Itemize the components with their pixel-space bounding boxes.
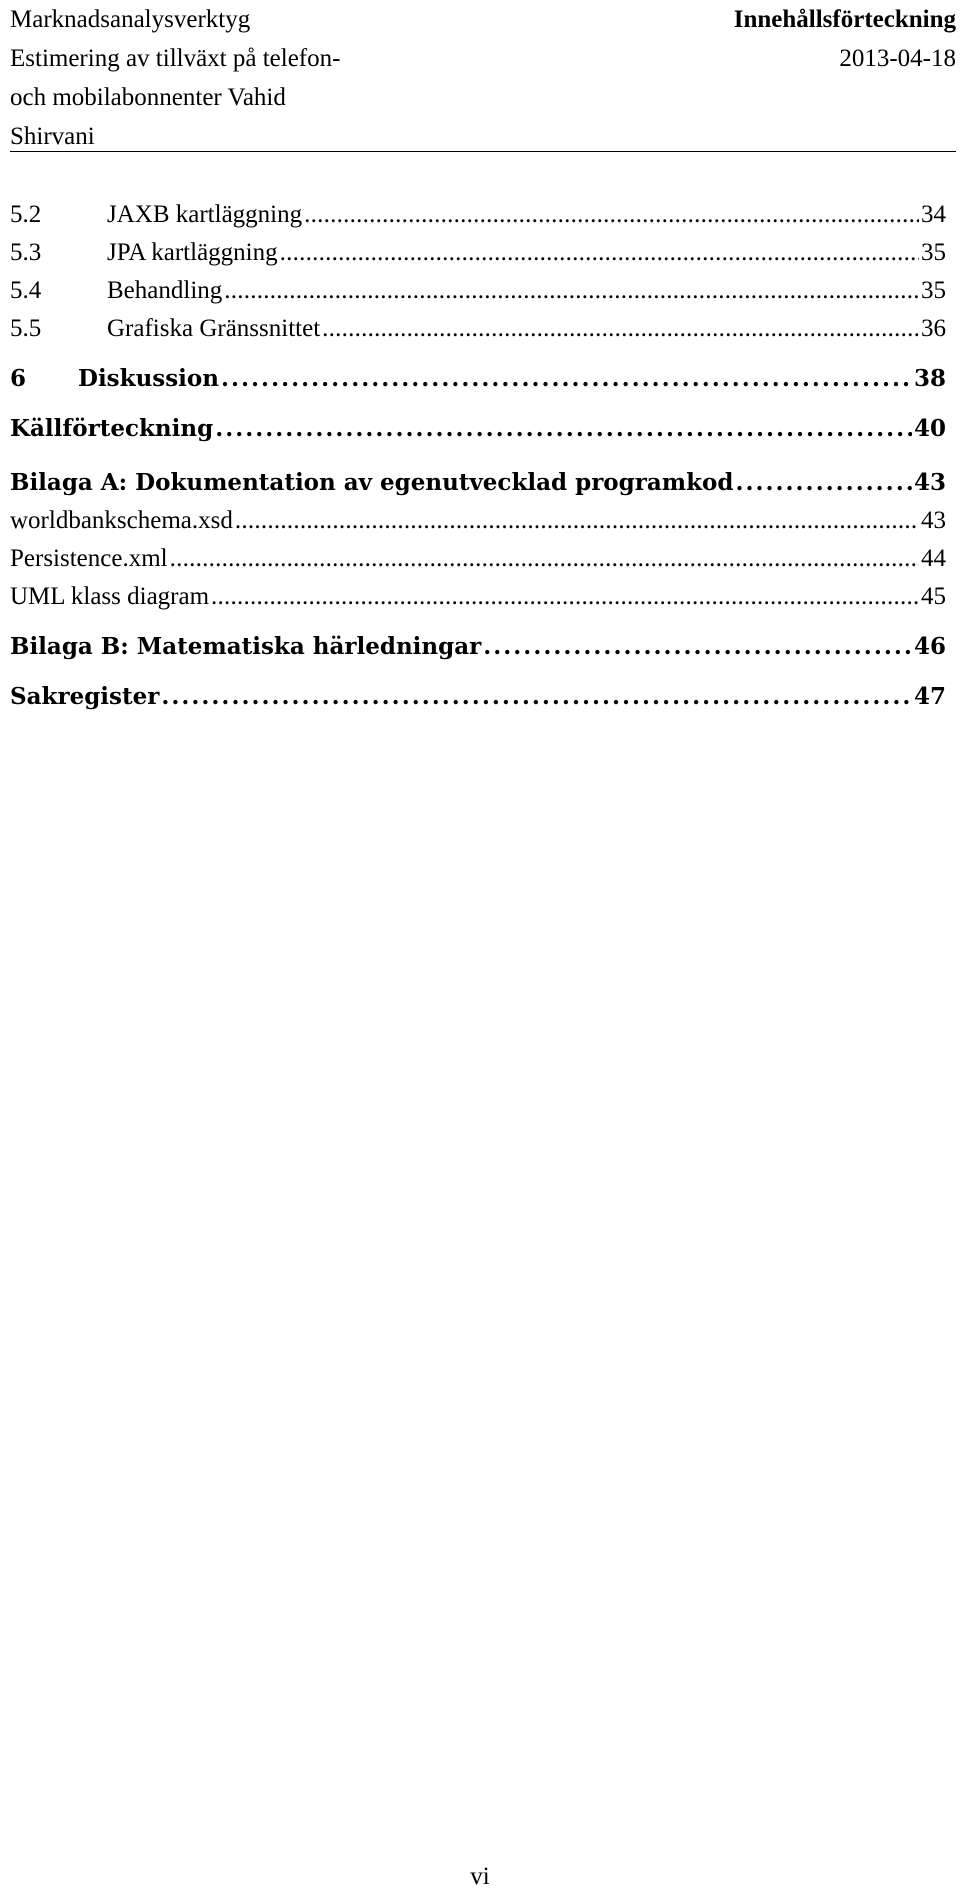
toc-entry-title: JPA kartläggning xyxy=(107,239,278,266)
toc-entry-title: Bilaga A: Dokumentation av egenutvecklad programkod xyxy=(10,469,734,496)
toc-entry-title: worldbankschema.xsd xyxy=(10,507,233,534)
toc-entry-page: 40 xyxy=(913,415,946,442)
header-section-title: Innehållsförteckning xyxy=(733,6,956,33)
dot-leader xyxy=(280,234,919,272)
toc-entry-page: 43 xyxy=(913,469,946,496)
toc-entry-5-3[interactable] xyxy=(10,234,946,272)
dot-leader xyxy=(211,578,919,616)
header-divider xyxy=(10,151,956,152)
toc-entry-page: 38 xyxy=(913,365,946,392)
header-document-info xyxy=(10,0,340,156)
header-line-4: Shirvani xyxy=(10,123,95,150)
toc-entry-title: UML klass diagram xyxy=(10,583,210,610)
dot-leader xyxy=(215,410,912,448)
toc-entry-page: 34 xyxy=(921,201,946,228)
toc-entry-5-2[interactable] xyxy=(10,196,946,234)
dot-leader xyxy=(161,678,912,716)
toc-entry-title: Källförteckning xyxy=(10,415,214,442)
toc-entry-persistence[interactable] xyxy=(10,540,946,578)
toc-entry-title: Sakregister xyxy=(10,683,160,710)
header-line-2: Estimering av tillväxt på telefon- xyxy=(10,45,341,72)
dot-leader xyxy=(224,272,919,310)
toc-entry-title: Behandling xyxy=(107,277,223,304)
toc-entry-number: 5.5 xyxy=(10,315,42,342)
dot-leader xyxy=(322,310,919,348)
toc-entry-page: 35 xyxy=(921,239,946,266)
toc-entry-number: 5.3 xyxy=(10,239,42,266)
dot-leader xyxy=(170,540,919,578)
toc-entry-5-5[interactable] xyxy=(10,310,946,348)
toc-entry-bilaga-a[interactable] xyxy=(10,464,946,502)
dot-leader xyxy=(235,502,919,540)
dot-leader xyxy=(304,196,919,234)
toc-entry-title: Bilaga B: Matematiska härledningar xyxy=(10,633,482,660)
toc-entry-page: 36 xyxy=(921,315,946,342)
toc-entry-kallforteckning[interactable] xyxy=(10,410,946,448)
toc-entry-worldbankschema[interactable] xyxy=(10,502,946,540)
toc-entry-title: Grafiska Gränssnittet xyxy=(107,315,321,342)
dot-leader xyxy=(221,360,912,398)
toc-entry-5-4[interactable] xyxy=(10,272,946,310)
toc-entry-page: 43 xyxy=(921,507,946,534)
toc-entry-page: 44 xyxy=(921,545,946,572)
dot-leader xyxy=(483,628,912,666)
toc-entry-6[interactable] xyxy=(10,360,946,398)
header-section-info xyxy=(734,0,956,78)
toc-entry-number: 5.2 xyxy=(10,201,42,228)
toc-entry-page: 45 xyxy=(921,583,946,610)
page-header xyxy=(10,0,956,152)
toc-entry-page: 46 xyxy=(913,633,946,660)
page-number: vi xyxy=(470,1863,490,1890)
toc-entry-number: 6 xyxy=(10,365,27,392)
toc-entry-page: 47 xyxy=(913,683,946,710)
dot-leader xyxy=(735,464,912,502)
header-line-1: Marknadsanalysverktyg xyxy=(10,6,251,33)
toc-entry-title: JAXB kartläggning xyxy=(107,201,303,228)
header-line-3: och mobilabonnenter Vahid xyxy=(10,84,286,111)
header-date: 2013-04-18 xyxy=(839,45,956,72)
toc-entry-title: Diskussion xyxy=(78,365,219,392)
table-of-contents xyxy=(10,196,946,716)
toc-entry-bilaga-b[interactable] xyxy=(10,628,946,666)
toc-entry-uml[interactable] xyxy=(10,578,946,616)
toc-entry-sakregister[interactable] xyxy=(10,678,946,716)
toc-entry-number: 5.4 xyxy=(10,277,42,304)
toc-entry-page: 35 xyxy=(921,277,946,304)
toc-entry-title: Persistence.xml xyxy=(10,545,168,572)
